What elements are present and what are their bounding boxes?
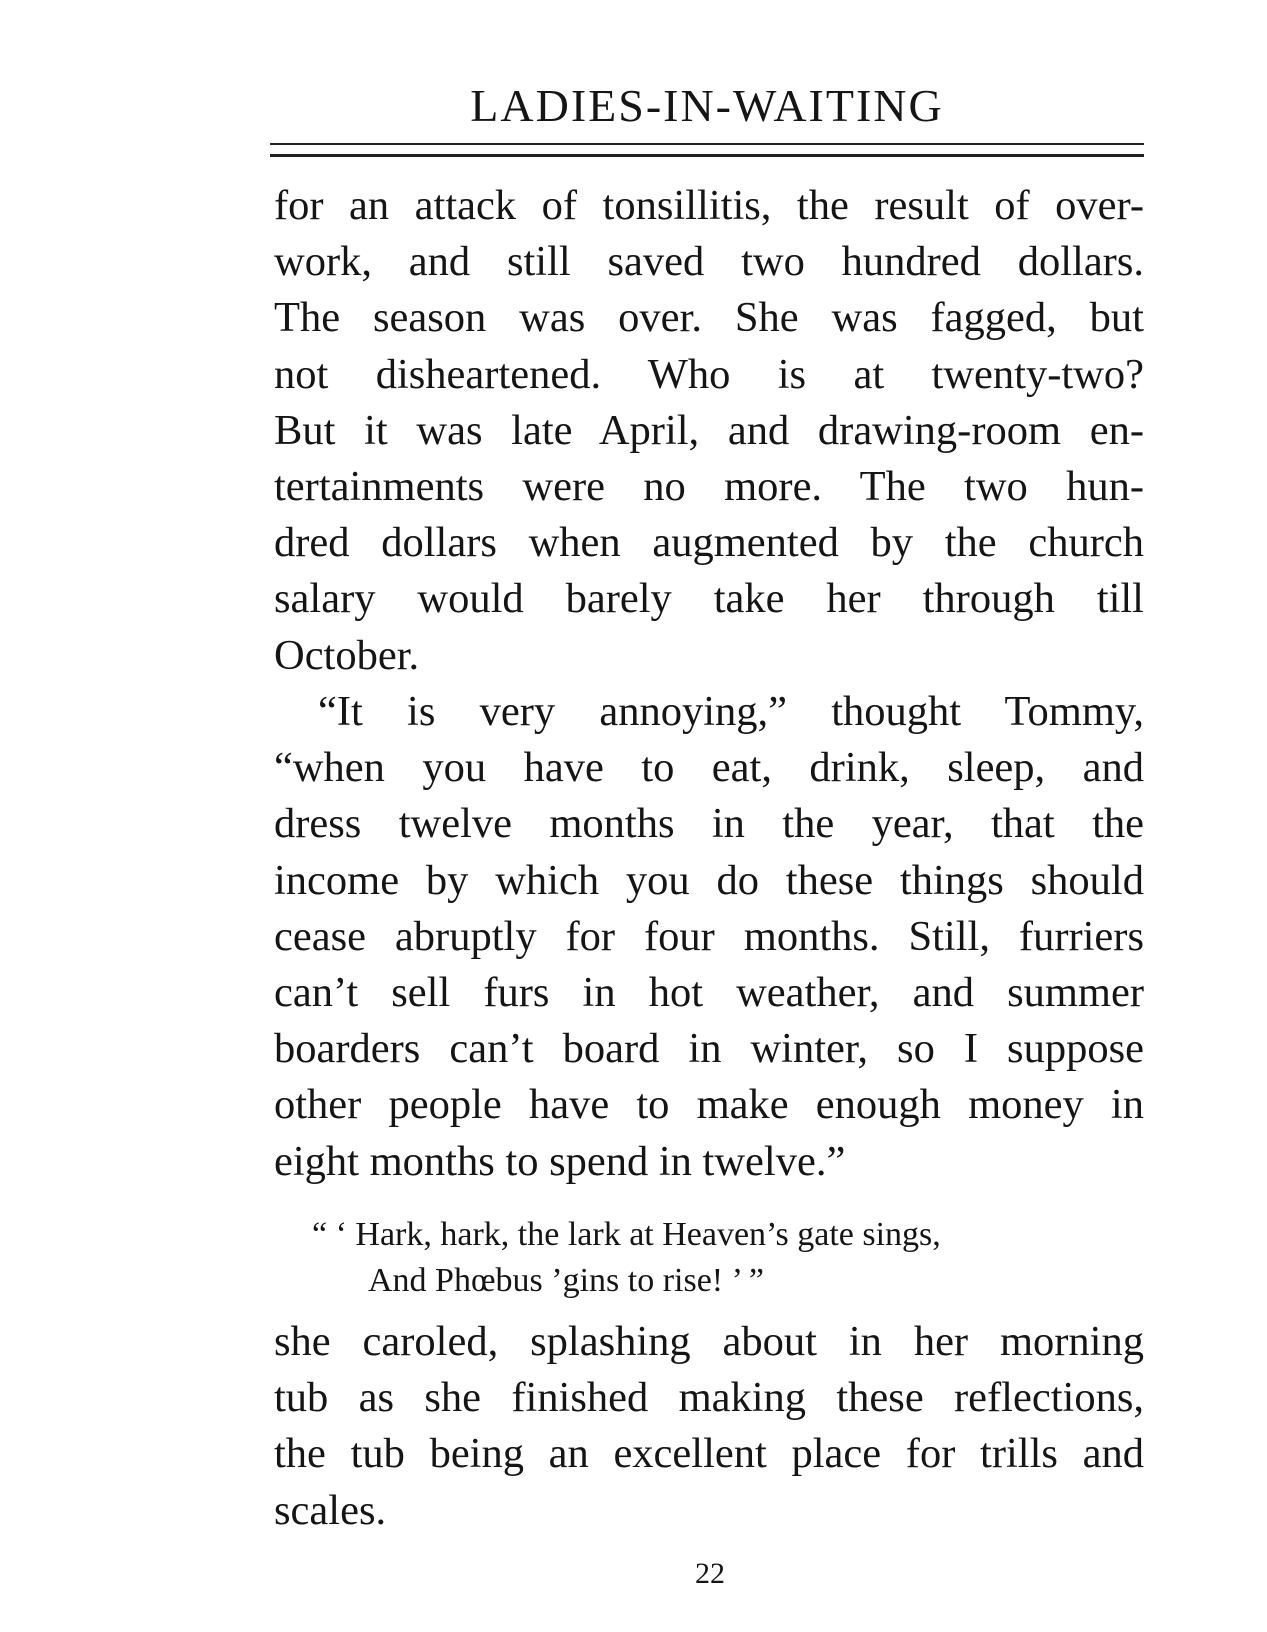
text-line: she caroled, splashing about in her morning [274, 1318, 1144, 1365]
text-line: dred dollars when augmented by the church [274, 519, 1144, 567]
header-rule-thick [270, 154, 1144, 157]
text-line: scales. [274, 1486, 387, 1534]
text-line: for an attack of tonsillitis, the result of over- [274, 182, 1144, 229]
text-line: tub as she finished making these reflections, [274, 1374, 1144, 1422]
verse-line: “ ‘ Hark, hark, the lark at Heaven’s gate sings, [312, 1216, 941, 1253]
text-line: The season was over. She was fagged, but [274, 294, 1144, 342]
text-line: the tub being an excellent place for trills and [274, 1430, 1144, 1478]
text-line: boarders can’t board in winter, so I suppose [274, 1025, 1144, 1073]
text-line: salary would barely take her through till [274, 575, 1144, 623]
header-rule-thin [270, 143, 1144, 145]
paragraph-continued [274, 178, 1144, 684]
text-line: other people have to make enough money in [274, 1081, 1144, 1129]
text-line: cease abruptly for four months. Still, furriers [274, 912, 1144, 960]
verse-line: And Phœbus ’gins to rise! ’ ” [368, 1262, 764, 1299]
text-line: But it was late April, and drawing-room en- [274, 406, 1144, 454]
page-number: 22 [695, 1557, 725, 1590]
running-head: LADIES-IN-WAITING [470, 80, 944, 131]
text-line: tertainments were no more. The two hun- [274, 462, 1144, 510]
text-line: October. [274, 631, 420, 679]
text-line: not disheartened. Who is at twenty-two? [274, 350, 1144, 398]
text-line: eight months to spend in twelve.” [274, 1137, 846, 1185]
text-line: work, and still saved two hundred dollars. [274, 238, 1144, 286]
verse-quotation [312, 1212, 941, 1304]
text-line: “when you have to eat, drink, sleep, and [274, 744, 1144, 792]
text-line: “It is very annoying,” thought Tommy, [318, 688, 1144, 735]
text-line: can’t sell furs in hot weather, and summer [274, 968, 1144, 1016]
text-line: dress twelve months in the year, that the [274, 800, 1144, 848]
text-line: income by which you do these things should [274, 856, 1144, 904]
paragraph-caroled [274, 1314, 1144, 1539]
paragraph-tommy-thought [274, 684, 1144, 1190]
